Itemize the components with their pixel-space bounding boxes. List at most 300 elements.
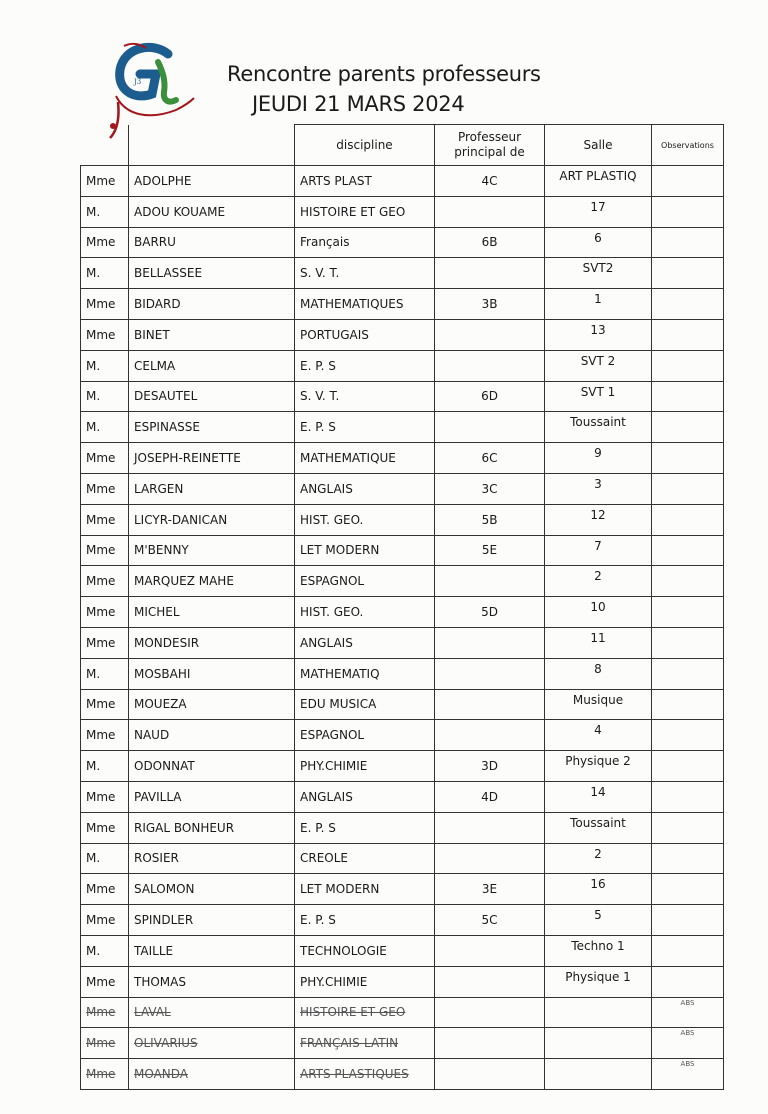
cell-professeur-principal [435, 966, 545, 997]
cell-professeur-principal [435, 781, 545, 812]
cell-observations [652, 597, 724, 628]
cell-civilite [81, 997, 129, 1028]
cell-civilite-text: Mme [86, 543, 116, 558]
cell-teacher-name-text: PAVILLA [134, 789, 182, 804]
cell-civilite [81, 381, 129, 412]
cell-salle-text: 5 [594, 908, 602, 923]
cell-civilite [81, 166, 129, 197]
cell-observations [652, 935, 724, 966]
cell-salle [545, 751, 652, 782]
table-row [81, 289, 724, 320]
table-row [81, 412, 724, 443]
cell-discipline [295, 535, 435, 566]
cell-discipline [295, 381, 435, 412]
cell-salle [545, 166, 652, 197]
cell-teacher-name [129, 935, 295, 966]
cell-civilite-text: Mme [86, 882, 116, 897]
cell-civilite [81, 874, 129, 905]
cell-civilite-text: Mme [86, 481, 116, 496]
cell-professeur-principal [435, 751, 545, 782]
cell-professeur-principal [435, 504, 545, 535]
cell-observations [652, 227, 724, 258]
cell-discipline [295, 350, 435, 381]
cell-discipline-text: E. P. S [300, 913, 336, 928]
cell-discipline-text: ANGLAIS [300, 481, 353, 496]
cell-professeur-principal [435, 597, 545, 628]
cell-discipline-text: LET MODERN [300, 543, 380, 558]
cell-civilite [81, 350, 129, 381]
cell-discipline [295, 966, 435, 997]
cell-salle [545, 843, 652, 874]
cell-discipline-text: S. V. T. [300, 389, 340, 404]
cell-discipline-text: PORTUGAIS [300, 327, 369, 342]
cell-salle [545, 443, 652, 474]
cell-discipline-text: MATHEMATIQ [300, 666, 380, 681]
cell-discipline-text: EDU MUSICA [300, 697, 377, 712]
table-row [81, 350, 724, 381]
cell-salle [545, 566, 652, 597]
cell-civilite [81, 504, 129, 535]
cell-civilite-text: Mme [86, 1036, 116, 1051]
cell-professeur-principal-text: 3D [481, 759, 498, 774]
cell-discipline [295, 166, 435, 197]
cell-discipline [295, 504, 435, 535]
table-row [81, 504, 724, 535]
cell-discipline [295, 720, 435, 751]
header-civ-blank [81, 125, 129, 166]
cell-salle [545, 289, 652, 320]
cell-teacher-name-text: TAILLE [134, 943, 174, 958]
cell-salle [545, 350, 652, 381]
cell-salle [545, 412, 652, 443]
cell-professeur-principal [435, 166, 545, 197]
cell-discipline-text: HISTOIRE ET GEO [300, 204, 406, 219]
cell-discipline [295, 443, 435, 474]
cell-civilite [81, 966, 129, 997]
cell-observations-text: ABS [680, 1029, 695, 1038]
cell-professeur-principal [435, 812, 545, 843]
cell-salle-text: Techno 1 [571, 938, 625, 953]
cell-teacher-name [129, 443, 295, 474]
cell-teacher-name-text: LICYR-DANICAN [134, 512, 228, 527]
cell-teacher-name-text: LAVAL [134, 1005, 171, 1020]
cell-teacher-name-text: OLIVARIUS [134, 1036, 198, 1051]
cell-teacher-name [129, 658, 295, 689]
cell-civilite [81, 319, 129, 350]
cell-professeur-principal [435, 1059, 545, 1090]
table-row [81, 1059, 724, 1090]
cell-teacher-name-text: CELMA [134, 358, 176, 373]
cell-salle-text: Toussaint [570, 815, 626, 830]
cell-salle [545, 689, 652, 720]
cell-teacher-name [129, 812, 295, 843]
cell-teacher-name [129, 566, 295, 597]
cell-civilite [81, 196, 129, 227]
cell-teacher-name-text: RIGAL BONHEUR [134, 820, 235, 835]
cell-teacher-name-text: THOMAS [134, 974, 186, 989]
cell-teacher-name-text: MONDESIR [134, 635, 200, 650]
cell-observations [652, 504, 724, 535]
cell-observations [652, 966, 724, 997]
cell-salle-text: 12 [590, 507, 606, 522]
cell-discipline-text: MATHEMATIQUE [300, 451, 396, 466]
cell-professeur-principal-text: 3C [481, 481, 498, 496]
cell-civilite-text: Mme [86, 574, 116, 589]
cell-professeur-principal [435, 258, 545, 289]
cell-teacher-name [129, 289, 295, 320]
table-row [81, 751, 724, 782]
cell-teacher-name [129, 166, 295, 197]
cell-discipline [295, 658, 435, 689]
table-row [81, 1028, 724, 1059]
cell-salle-text: Toussaint [570, 415, 626, 430]
cell-observations [652, 874, 724, 905]
cell-professeur-principal-text: 4C [481, 173, 498, 188]
cell-teacher-name-text: SALOMON [134, 882, 195, 897]
cell-professeur-principal [435, 935, 545, 966]
cell-salle-text: 2 [594, 846, 602, 861]
cell-civilite [81, 535, 129, 566]
cell-discipline [295, 905, 435, 936]
header-pp-line2: principal de [454, 145, 525, 159]
cell-civilite [81, 443, 129, 474]
cell-salle-text: 14 [590, 784, 606, 799]
cell-teacher-name [129, 781, 295, 812]
cell-salle [545, 720, 652, 751]
cell-teacher-name-text: LARGEN [134, 481, 184, 496]
cell-discipline-text: PHY.CHIMIE [300, 974, 368, 989]
cell-salle-text: 7 [594, 538, 602, 553]
cell-civilite [81, 412, 129, 443]
cell-civilite [81, 905, 129, 936]
cell-discipline [295, 627, 435, 658]
cell-discipline [295, 289, 435, 320]
cell-civilite-text: M. [86, 759, 101, 774]
cell-observations [652, 289, 724, 320]
cell-observations [652, 350, 724, 381]
cell-teacher-name-text: MOUEZA [134, 697, 187, 712]
cell-salle [545, 258, 652, 289]
cell-discipline-text: E. P. S [300, 420, 336, 435]
cell-civilite [81, 1059, 129, 1090]
cell-teacher-name-text: BIDARD [134, 297, 181, 312]
header-name-blank [129, 125, 295, 166]
cell-teacher-name-text: ADOLPHE [134, 173, 192, 188]
cell-civilite-text: Mme [86, 789, 116, 804]
cell-salle [545, 597, 652, 628]
cell-discipline-text: LET MODERN [300, 882, 380, 897]
cell-professeur-principal-text: 3E [481, 882, 498, 897]
cell-civilite-text: Mme [86, 820, 116, 835]
cell-civilite [81, 227, 129, 258]
cell-professeur-principal [435, 473, 545, 504]
cell-discipline-text: ARTS PLASTIQUES [300, 1067, 409, 1081]
header-discipline: discipline [295, 125, 435, 166]
cell-discipline-text: HIST. GEO. [300, 512, 364, 527]
cell-professeur-principal [435, 289, 545, 320]
cell-civilite-text: Mme [86, 728, 116, 743]
header-professeur-principal [435, 125, 545, 166]
cell-observations [652, 1059, 724, 1090]
cell-discipline [295, 751, 435, 782]
cell-teacher-name [129, 535, 295, 566]
cell-salle-text: 4 [594, 723, 602, 738]
table-row [81, 566, 724, 597]
cell-salle [545, 658, 652, 689]
table-row [81, 443, 724, 474]
cell-professeur-principal-text: 5C [481, 913, 498, 928]
cell-salle-text: SVT 2 [580, 353, 616, 368]
cell-civilite-text: M. [86, 943, 101, 958]
cell-salle [545, 966, 652, 997]
cell-discipline [295, 689, 435, 720]
cell-salle-text: 6 [594, 230, 602, 245]
cell-professeur-principal [435, 412, 545, 443]
cell-teacher-name [129, 1059, 295, 1090]
cell-civilite-text: Mme [86, 635, 116, 650]
table-row [81, 966, 724, 997]
cell-civilite-text: Mme [86, 297, 116, 312]
cell-salle [545, 1028, 652, 1059]
cell-teacher-name [129, 843, 295, 874]
cell-civilite [81, 473, 129, 504]
cell-professeur-principal [435, 381, 545, 412]
cell-professeur-principal [435, 905, 545, 936]
cell-discipline [295, 781, 435, 812]
cell-salle [545, 319, 652, 350]
cell-observations [652, 1028, 724, 1059]
table-row [81, 381, 724, 412]
cell-professeur-principal-text: 6B [481, 235, 498, 250]
cell-civilite [81, 258, 129, 289]
cell-observations-text: ABS [680, 1060, 695, 1069]
cell-salle-text: 10 [590, 600, 606, 615]
cell-teacher-name-text: MOANDA [134, 1067, 189, 1081]
cell-salle [545, 227, 652, 258]
cell-salle-text: Physique 2 [565, 754, 631, 769]
cell-civilite-text: Mme [86, 327, 116, 342]
cell-salle-text: 9 [594, 446, 602, 461]
cell-teacher-name-text: BARRU [134, 235, 176, 250]
cell-observations [652, 473, 724, 504]
cell-teacher-name [129, 997, 295, 1028]
cell-discipline [295, 997, 435, 1028]
cell-salle-text: 11 [590, 630, 606, 645]
table-row [81, 720, 724, 751]
cell-observations [652, 812, 724, 843]
cell-civilite-text: M. [86, 266, 101, 281]
cell-professeur-principal-text: 4D [481, 789, 498, 804]
cell-discipline-text: ANGLAIS [300, 789, 353, 804]
cell-observations [652, 443, 724, 474]
cell-professeur-principal [435, 196, 545, 227]
table-row [81, 627, 724, 658]
cell-civilite-text: Mme [86, 1005, 116, 1020]
cell-salle [545, 997, 652, 1028]
cell-civilite [81, 689, 129, 720]
cell-teacher-name [129, 227, 295, 258]
cell-professeur-principal [435, 720, 545, 751]
cell-professeur-principal [435, 997, 545, 1028]
cell-teacher-name-text: BELLASSEE [134, 266, 203, 281]
cell-salle [545, 905, 652, 936]
cell-civilite-text: Mme [86, 605, 116, 620]
cell-discipline-text: FRANÇAIS-LATIN [300, 1036, 399, 1051]
cell-observations [652, 843, 724, 874]
cell-civilite-text: Mme [86, 974, 116, 989]
cell-teacher-name-text: ROSIER [134, 851, 179, 866]
header-pp-line1: Professeur [457, 130, 522, 144]
cell-discipline-text: ANGLAIS [300, 635, 353, 650]
cell-observations [652, 751, 724, 782]
cell-professeur-principal [435, 627, 545, 658]
cell-professeur-principal [435, 443, 545, 474]
cell-teacher-name-text: SPINDLER [134, 913, 194, 928]
cell-civilite-text: M. [86, 851, 101, 866]
cell-teacher-name-text: ODONNAT [134, 759, 195, 774]
table-row [81, 258, 724, 289]
cell-civilite [81, 751, 129, 782]
cell-civilite [81, 1028, 129, 1059]
cell-professeur-principal-text: 6C [481, 451, 498, 466]
cell-salle-text: 8 [594, 661, 602, 676]
table-row [81, 935, 724, 966]
cell-teacher-name [129, 627, 295, 658]
cell-civilite [81, 597, 129, 628]
cell-teacher-name [129, 196, 295, 227]
cell-observations [652, 781, 724, 812]
cell-salle-text: 13 [590, 322, 606, 337]
cell-teacher-name-text: NAUD [134, 728, 170, 743]
cell-salle [545, 935, 652, 966]
cell-salle [545, 1059, 652, 1090]
cell-civilite [81, 812, 129, 843]
cell-teacher-name [129, 381, 295, 412]
table-row [81, 227, 724, 258]
cell-civilite [81, 566, 129, 597]
cell-discipline [295, 412, 435, 443]
cell-salle-text: ART PLASTIQ [559, 169, 637, 183]
table-row [81, 196, 724, 227]
cell-teacher-name [129, 258, 295, 289]
table-row [81, 781, 724, 812]
cell-teacher-name-text: M'BENNY [134, 543, 189, 558]
cell-discipline [295, 1028, 435, 1059]
cell-observations [652, 997, 724, 1028]
cell-professeur-principal [435, 535, 545, 566]
table-row [81, 535, 724, 566]
cell-salle-text: 16 [590, 877, 606, 892]
cell-salle-text: Musique [572, 692, 624, 707]
cell-discipline [295, 1059, 435, 1090]
cell-discipline-text: E. P. S [300, 358, 336, 373]
cell-civilite-text: M. [86, 204, 101, 219]
table-row [81, 997, 724, 1028]
cell-professeur-principal-text: 5E [481, 543, 498, 558]
cell-teacher-name-text: ESPINASSE [134, 420, 200, 435]
cell-teacher-name [129, 905, 295, 936]
cell-salle [545, 535, 652, 566]
cell-civilite-text: M. [86, 420, 101, 435]
cell-discipline-text: TECHNOLOGIE [300, 943, 387, 958]
cell-civilite-text: Mme [86, 697, 116, 712]
meeting-date: JEUDI 21 MARS 2024 [252, 92, 465, 116]
cell-discipline [295, 566, 435, 597]
cell-observations [652, 566, 724, 597]
cell-civilite-text: M. [86, 358, 101, 373]
cell-civilite-text: M. [86, 666, 101, 681]
header-observations: Observations [652, 125, 724, 166]
cell-professeur-principal-text: 5D [481, 605, 498, 620]
cell-discipline [295, 597, 435, 628]
cell-teacher-name-text: DESAUTEL [134, 389, 198, 404]
cell-salle [545, 381, 652, 412]
cell-discipline [295, 473, 435, 504]
cell-observations [652, 166, 724, 197]
svg-text:J3: J3 [134, 78, 142, 86]
cell-observations [652, 196, 724, 227]
cell-observations [652, 412, 724, 443]
cell-observations [652, 658, 724, 689]
cell-observations [652, 720, 724, 751]
cell-civilite-text: M. [86, 389, 101, 404]
cell-teacher-name [129, 1028, 295, 1059]
cell-teacher-name [129, 504, 295, 535]
cell-discipline [295, 196, 435, 227]
teachers-table [80, 124, 724, 1090]
cell-salle [545, 196, 652, 227]
cell-teacher-name [129, 720, 295, 751]
table-row [81, 319, 724, 350]
cell-civilite-text: Mme [86, 235, 116, 250]
cell-discipline [295, 843, 435, 874]
cell-salle-text: SVT2 [582, 261, 614, 276]
cell-professeur-principal [435, 227, 545, 258]
table-row [81, 689, 724, 720]
cell-civilite [81, 627, 129, 658]
table-row [81, 658, 724, 689]
cell-professeur-principal [435, 350, 545, 381]
cell-discipline-text: ARTS PLAST [300, 173, 372, 188]
cell-teacher-name [129, 473, 295, 504]
cell-professeur-principal [435, 689, 545, 720]
table-header [81, 125, 724, 166]
cell-observations [652, 258, 724, 289]
cell-teacher-name [129, 412, 295, 443]
cell-observations [652, 689, 724, 720]
cell-teacher-name-text: MARQUEZ MAHE [134, 574, 234, 589]
cell-civilite [81, 658, 129, 689]
cell-civilite-text: Mme [86, 451, 116, 466]
table-row [81, 166, 724, 197]
cell-salle [545, 504, 652, 535]
table-row [81, 874, 724, 905]
cell-professeur-principal [435, 874, 545, 905]
cell-professeur-principal [435, 1028, 545, 1059]
cell-salle-text: 2 [594, 569, 602, 584]
cell-discipline-text: ESPAGNOL [300, 574, 365, 589]
cell-teacher-name [129, 350, 295, 381]
cell-teacher-name [129, 689, 295, 720]
table-row [81, 473, 724, 504]
cell-discipline-text: CREOLE [300, 851, 349, 866]
table-row [81, 843, 724, 874]
cell-salle [545, 874, 652, 905]
table-row [81, 905, 724, 936]
header-salle: Salle [545, 125, 652, 166]
cell-professeur-principal [435, 843, 545, 874]
cell-salle-text: 1 [594, 292, 602, 307]
